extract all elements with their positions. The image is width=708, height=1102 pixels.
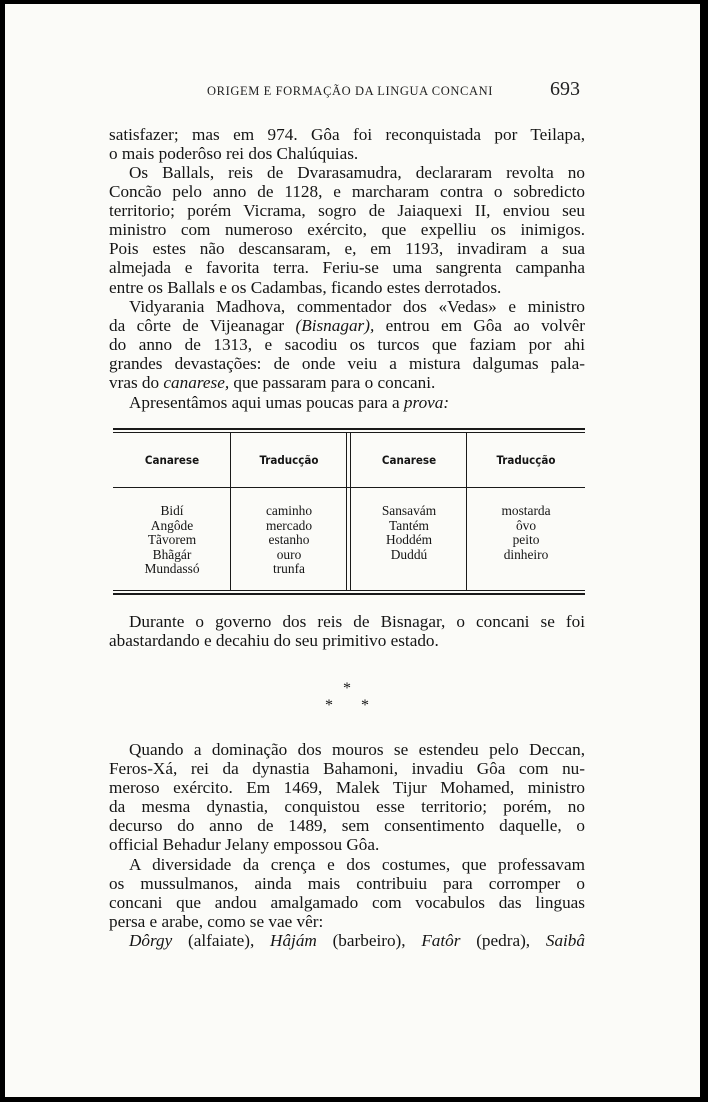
- table-cell: peito: [512, 532, 540, 548]
- table-cell: trunfa: [273, 561, 305, 577]
- text-line: satisfazer; mas em 974. Gôa foi reconquistada por Teilapa,: [109, 125, 585, 144]
- text-span: (barbeiro),: [316, 931, 422, 950]
- table-column: [350, 504, 468, 562]
- table-column: [230, 504, 348, 577]
- table-cell: estanho: [268, 532, 310, 548]
- text-line: [109, 393, 585, 412]
- text-line: ministro com numeroso exército, que expelliu os inimigos.: [109, 220, 585, 240]
- text-line: A diversidade da crença e dos costumes, que professavam: [129, 855, 585, 874]
- text-line: concani que andou amalgamado com vocabulos das linguas: [109, 893, 585, 913]
- section-asterism: [323, 680, 377, 720]
- paragraph-6: [109, 740, 585, 855]
- vocabulary-table: [113, 428, 585, 594]
- text-line: Quando a dominação dos mouros se estendeu pelo Deccan,: [129, 740, 585, 759]
- book-page: [5, 4, 700, 1097]
- asterisk: *: [343, 680, 351, 697]
- table-cell: Tantém: [389, 517, 429, 533]
- table-cell: Duddú: [390, 546, 428, 562]
- asterisk: *: [361, 697, 369, 714]
- text-span: Apresentâmos aqui umas poucas para a: [129, 393, 404, 412]
- table-header-cell: Traducção: [496, 453, 556, 467]
- text-span: da côrte de Vijeanagar: [109, 316, 296, 336]
- text-line: territorio; porém Vicrama, sogro de Jaiaquexi II, enviou seu: [109, 201, 585, 221]
- italic-term: Hâjám: [270, 931, 317, 950]
- text-span: (pedra),: [460, 931, 546, 950]
- text-line: o mais poderôso rei dos Chalúquias.: [109, 144, 359, 164]
- text-line: da mesma dynastia, conquistou esse territorio; porém, no: [109, 797, 585, 817]
- text-line: official Behadur Jelany empossou Gôa.: [109, 835, 380, 855]
- text-line: do anno de 1313, e sacodiu os turcos que faziam por ahi: [109, 335, 585, 355]
- italic-term: prova:: [403, 393, 450, 412]
- text-line: meroso exército. Em 1469, Malek Tijur Mohamed, ministro: [109, 778, 585, 798]
- text-line: [109, 316, 585, 335]
- asterisk: *: [325, 697, 333, 714]
- table-cell: Sansavám: [381, 503, 437, 518]
- table-column: [467, 504, 585, 562]
- text-line: persa e arabe, como se vae vêr:: [109, 912, 324, 932]
- text-line: Feros-Xá, rei da dynastia Bahamoni, invadiu Gôa com nu-: [109, 759, 585, 779]
- page-number: 693: [550, 78, 580, 100]
- table-header-cell: Canarese: [381, 453, 437, 467]
- table-cell: Tãvorem: [147, 532, 197, 548]
- text-line: Durante o governo dos reis de Bisnagar, o concani se foi: [129, 612, 585, 631]
- paragraph-7: [109, 855, 585, 931]
- table-cell: ouro: [276, 546, 302, 562]
- text-line: Vidyarania Madhova, commentador dos «Vedas» e ministro: [129, 297, 585, 316]
- text-line: entre os Ballals e os Cadambas, ficando estes derrotados.: [109, 277, 502, 297]
- table-cell: Angôde: [150, 517, 194, 533]
- paragraph-1: [109, 125, 585, 163]
- table-bottom-rule-thin: [113, 590, 585, 591]
- italic-term: canarese,: [163, 373, 230, 393]
- text-span: (alfaiate),: [172, 931, 271, 950]
- table-column: [113, 504, 231, 577]
- paragraph-3: [109, 297, 585, 392]
- text-line: abastardando e decahiu do seu primitivo estado.: [109, 631, 439, 651]
- table-top-rule: [113, 428, 585, 430]
- text-line: [109, 931, 585, 950]
- table-cell: Mundassó: [144, 561, 200, 577]
- table-cell: mercado: [265, 517, 313, 533]
- table-top-rule-thin: [113, 432, 585, 433]
- table-cell: Hoddém: [385, 532, 433, 548]
- italic-term: Dôrgy: [129, 931, 173, 950]
- table-cell: dinheiro: [503, 546, 549, 562]
- paragraph-8: [109, 931, 585, 950]
- table-cell: mostarda: [501, 503, 551, 518]
- text-line: decurso do anno de 1489, sem consentimento daquelle, o: [109, 816, 585, 836]
- text-line: [109, 373, 585, 392]
- paragraph-4: [109, 393, 585, 412]
- table-cell: Bidí: [160, 503, 184, 518]
- table-bottom-rule: [113, 593, 585, 595]
- text-line: Os Ballals, reis de Dvarasamudra, declararam revolta no: [129, 163, 585, 182]
- text-line: grandes devastações: de onde veiu a mistura dalgumas pala-: [109, 354, 585, 374]
- text-span: vras do: [109, 373, 164, 393]
- table-header-rule: [113, 487, 585, 488]
- text-line: Pois estes não descansaram, e, em 1193, invadiram a sua: [109, 239, 585, 259]
- text-line: Concão pelo anno de 1128, e marcharam contra o sobredicto: [109, 182, 585, 202]
- paragraph-2: [109, 163, 585, 297]
- italic-term: Fatôr: [421, 931, 461, 950]
- italic-term: (Bisnagar),: [295, 316, 375, 336]
- italic-term: Saibâ: [545, 931, 585, 950]
- table-cell: caminho: [265, 503, 313, 518]
- text-line: almejada e favorita terra. Feriu-se uma sangrenta campanha: [109, 258, 585, 278]
- running-header: ORIGEM E FORMAÇÃO DA LINGUA CONCANI: [207, 84, 493, 98]
- table-cell: Bhãgár: [152, 546, 192, 562]
- table-header-cell: Canarese: [144, 453, 200, 467]
- paragraph-5: [109, 612, 585, 650]
- table-header-cell: Traducção: [259, 453, 319, 467]
- text-line: os mussulmanos, ainda mais contribuiu para corromper o: [109, 874, 585, 894]
- text-span: que passaram para o concani.: [229, 373, 436, 393]
- table-cell: ôvo: [515, 517, 537, 533]
- text-span: entrou em Gôa ao volvêr: [374, 316, 585, 336]
